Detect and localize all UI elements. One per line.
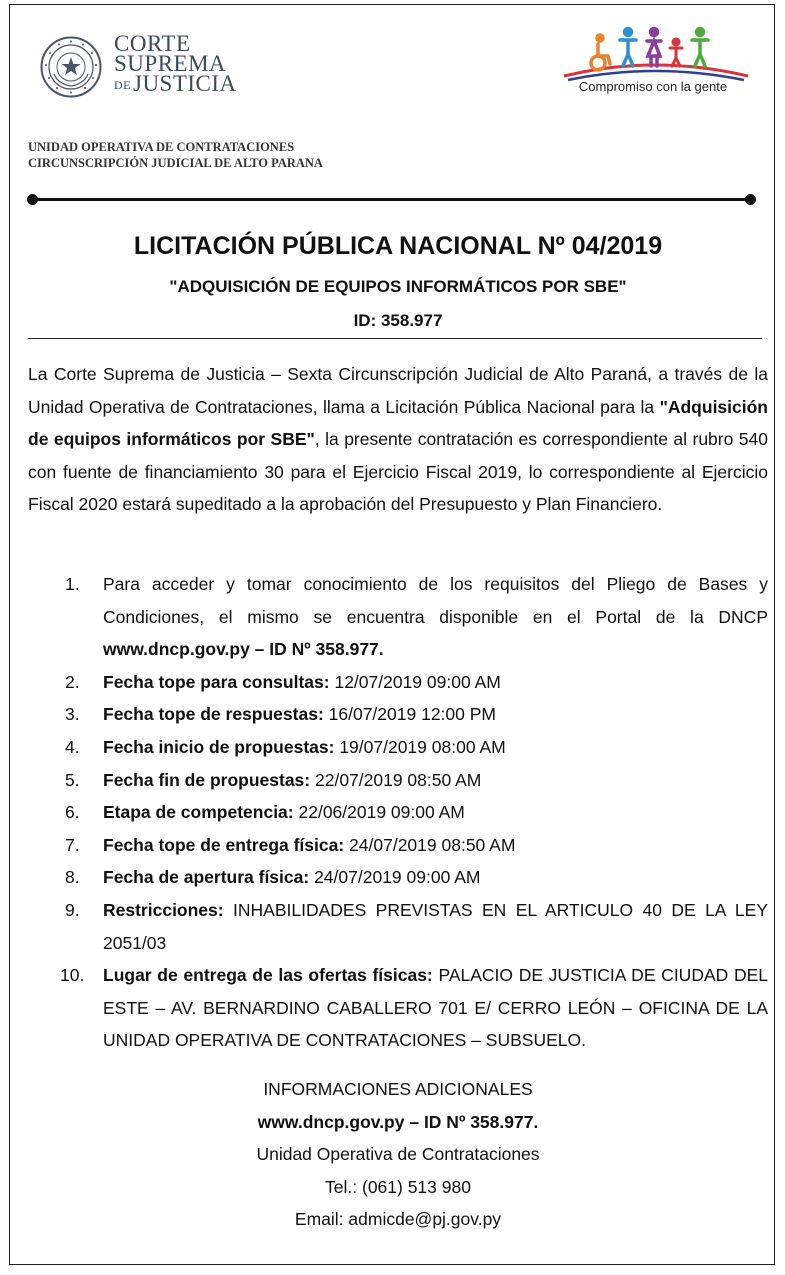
list-item [28, 894, 768, 959]
list-item-number: 7. [65, 834, 80, 855]
list-item-number: 8. [65, 867, 80, 888]
list-item-text: PALACIO DE JUSTICIA DE CIUDAD DEL ESTE – AV. BERNARDINO CABALLERO 701 E/ CERRO LEÓN – OFICINA DE LA UNIDAD OPERATIVA DE CONTRATACIONES – SUBSUELO. [103, 965, 768, 1051]
intro-part1: La Corte Suprema de Justicia – Sexta Circunscripción Judicial de Alto Paraná, a través de la Unidad Operativa de Contrataciones, llama a Licitación Pública Nacional para la [28, 364, 768, 417]
list-item-number: 1. [65, 574, 80, 594]
title-underline [28, 338, 762, 339]
list-item [28, 568, 768, 666]
footer-phone: Tel.: (061) 513 980 [325, 1176, 471, 1197]
list-item [28, 796, 768, 829]
footer-heading: INFORMACIONES ADICIONALES [263, 1079, 533, 1099]
list-item [28, 861, 768, 894]
list-item-label: Fecha tope de entrega física: [103, 834, 345, 855]
list-item [28, 829, 768, 862]
list-item-label: Restricciones: [103, 899, 224, 920]
list-item [28, 698, 768, 731]
list-item-number: 4. [65, 736, 80, 757]
document-id: ID: 358.977 [353, 311, 443, 330]
list-item-text: INHABILIDADES PREVISTAS EN EL ARTICULO 40 DE LA LEY 2051/03 [103, 899, 768, 953]
intro-bold: "Adquisición de equipos informáticos por SBE" [28, 396, 768, 450]
footer-unit: Unidad Operativa de Contrataciones [256, 1144, 540, 1165]
footer-portal-link[interactable]: www.dncp.gov.py – ID Nº 358.977. [257, 1111, 539, 1132]
list-item-text: Para acceder y tomar conocimiento de los requisitos del Pliego de Bases y Condiciones, el mismo se encuentra disponible en el Portal de la DNCP [103, 574, 768, 627]
list-item [28, 959, 768, 1057]
list-item-text: 24/07/2019 08:50 AM [344, 834, 516, 855]
list-item-label: Fecha fin de propuestas: [103, 769, 311, 790]
list-item [28, 731, 768, 764]
list-item-label: Fecha de apertura física: [103, 867, 310, 888]
requirements-list [28, 568, 768, 1057]
list-item-label: Etapa de competencia: [103, 802, 294, 823]
intro-paragraph [28, 358, 768, 521]
list-item-text: 19/07/2019 08:00 AM [334, 736, 506, 757]
list-item-text: 12/07/2019 09:00 AM [329, 671, 501, 692]
slogan-text: Compromiso con la gente [578, 79, 728, 94]
list-item-number: 3. [65, 704, 80, 725]
issuing-unit [28, 139, 323, 171]
footer-email[interactable]: Email: admicde@pj.gov.py [294, 1209, 502, 1230]
portal-link[interactable]: www.dncp.gov.py – ID Nº 358.977. [103, 639, 384, 660]
list-item-number: 10. [60, 965, 85, 986]
list-item-label: Fecha tope para consultas: [103, 671, 330, 692]
divider-dot-right [745, 194, 756, 205]
list-item-number: 9. [65, 899, 80, 920]
list-item-number: 6. [65, 802, 80, 823]
unit-line1: UNIDAD OPERATIVA DE CONTRATACIONES [28, 140, 295, 154]
court-name-logotype [114, 31, 237, 96]
court-seal-logo [40, 36, 102, 98]
intro-part2: , la presente contratación es correspondiente al rubro 540 con fuente de financiamiento 30 para el Ejercicio Fiscal 2019, lo correspondiente al Ejercicio Fiscal 2020 estará supeditado a la aprobación del Presupuesto y Plan Financiero. [28, 429, 768, 515]
list-item-label: Fecha inicio de propuestas: [103, 736, 335, 757]
list-item [28, 764, 768, 797]
list-item-text: 24/07/2019 09:00 AM [309, 867, 481, 888]
list-item-text: 22/07/2019 08:50 AM [310, 769, 482, 790]
document-subject: "ADQUISICIÓN DE EQUIPOS INFORMÁTICOS POR SBE" [169, 277, 627, 296]
list-item [28, 666, 768, 699]
list-item-text: 22/06/2019 09:00 AM [293, 802, 465, 823]
court-name-line3 [114, 71, 237, 96]
unit-line2: CIRCUNSCRIPCIÓN JUDICIAL DE ALTO PARANA [28, 156, 323, 170]
court-name-line1: CORTE [114, 31, 191, 56]
list-item-label: Lugar de entrega de las ofertas físicas: [103, 965, 433, 986]
document-title: LICITACIÓN PÚBLICA NACIONAL Nº 04/2019 [133, 232, 663, 260]
list-item-label: Fecha tope de respuestas: [103, 704, 324, 725]
list-item-number: 5. [65, 769, 80, 790]
list-item-number: 2. [65, 671, 80, 692]
court-name-de: DE [114, 78, 131, 92]
header-divider [33, 198, 750, 201]
court-name-line2: SUPREMA [114, 51, 227, 76]
list-item-text: 16/07/2019 12:00 PM [323, 704, 496, 725]
additional-info [28, 1073, 768, 1236]
court-name-justicia: JUSTICIA [133, 71, 237, 96]
